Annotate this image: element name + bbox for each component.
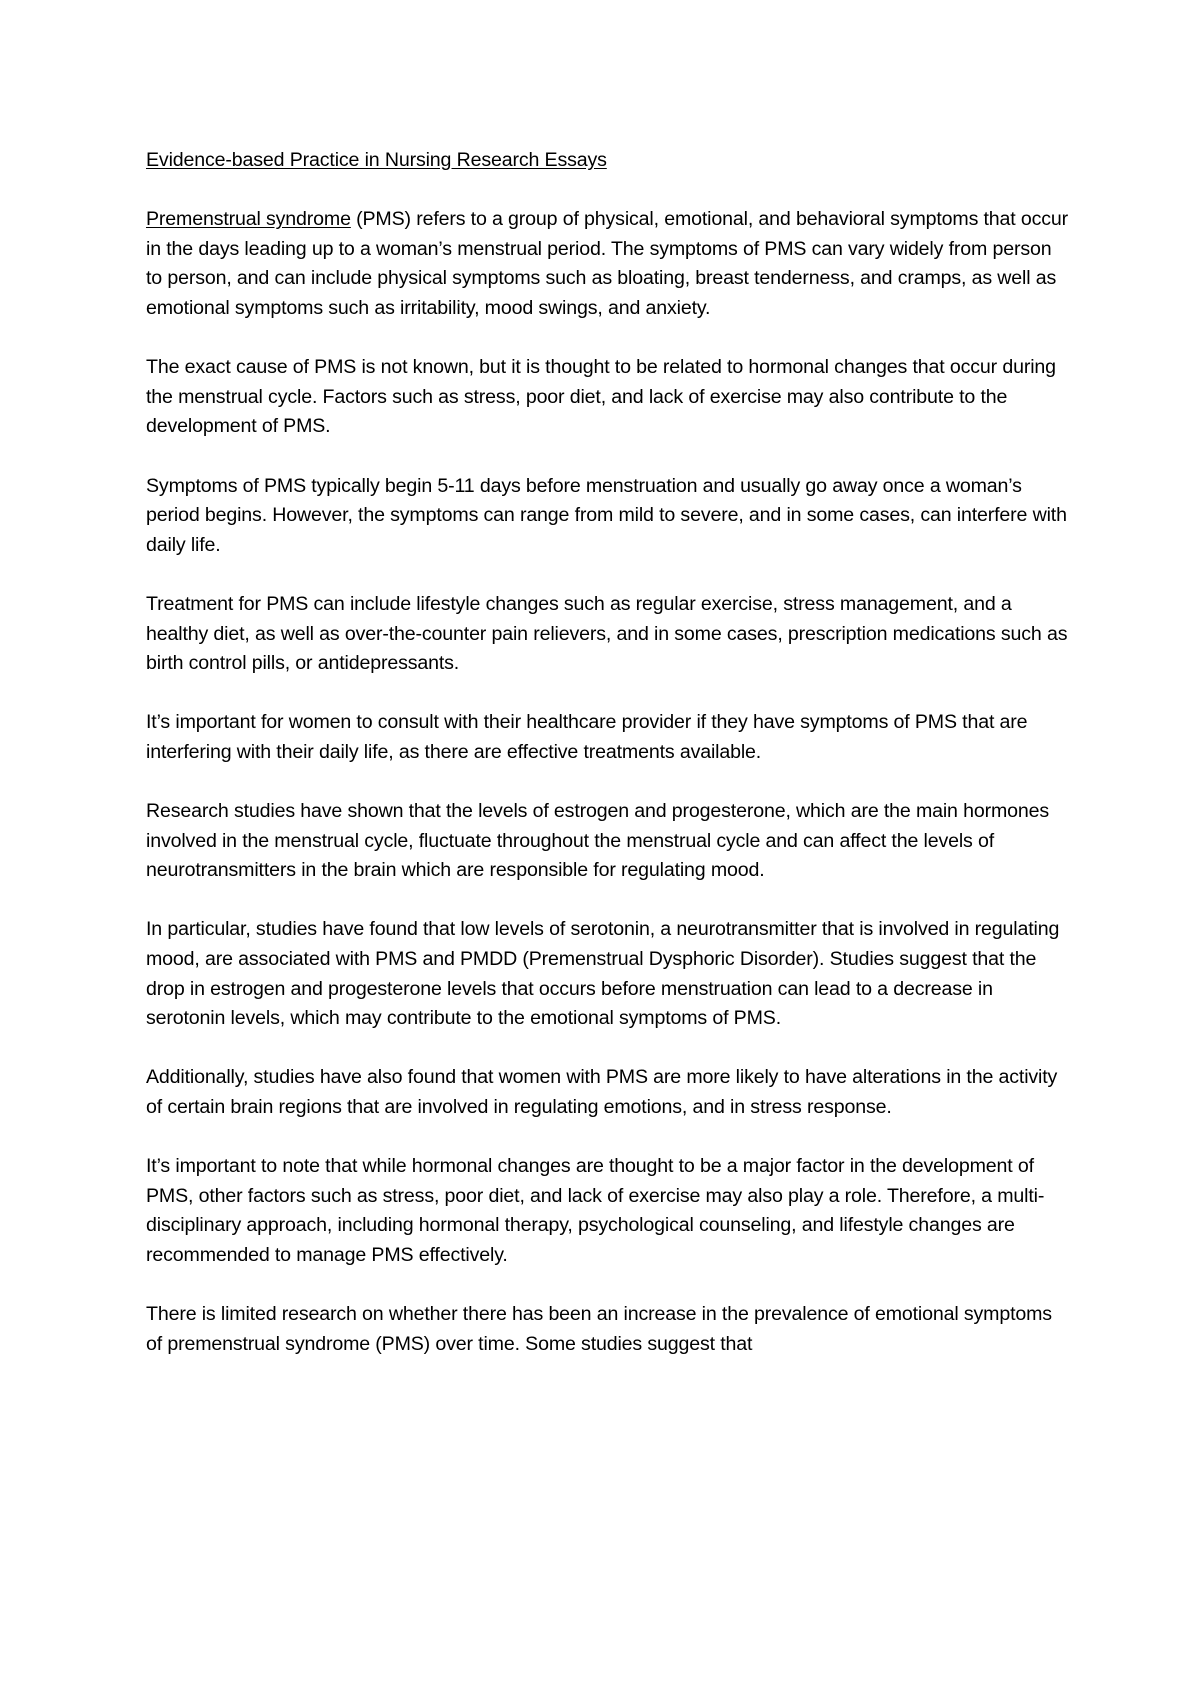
paragraph: Additionally, studies have also found that women with PMS are more likely to have alterations in the activity of certain brain regions that are involved in regulating emotions, and in stress response. xyxy=(146,1066,1058,1118)
paragraph: Treatment for PMS can include lifestyle changes such as regular exercise, stress management, and a healthy diet, as well as over-the-counter pain relievers, and in some cases, prescription medications such as birth control pills, or antidepressants. xyxy=(146,592,1068,675)
paragraph: There is limited research on whether there has been an increase in the prevalence of emotional symptoms of premenstrual syndrome (PMS) over time. Some studies suggest that xyxy=(146,1303,1052,1355)
paragraph: It’s important to note that while hormonal changes are thought to be a major factor in the development of PMS, other factors such as stress, poor diet, and lack of exercise may also play a role. Therefore, a multi-disciplinary approach, including hormonal therapy, psychological counseling, and lifestyle changes are recommended to manage PMS effectively. xyxy=(146,1155,1045,1266)
document-title: Evidence-based Practice in Nursing Research Essays xyxy=(146,149,607,171)
premenstrual-syndrome-link[interactable]: Premenstrual syndrome xyxy=(146,208,351,231)
paragraph-intro xyxy=(146,205,1071,323)
paragraph: Research studies have shown that the levels of estrogen and progesterone, which are the main hormones involved in the menstrual cycle, fluctuate throughout the menstrual cycle and can affect the levels of neurotransmitters in the brain which are responsible for regulating mood. xyxy=(146,800,1050,882)
paragraph: It’s important for women to consult with their healthcare provider if they have symptoms of PMS that are interfering with their daily life, as there are effective treatments available. xyxy=(146,711,1028,763)
paragraph: Symptoms of PMS typically begin 5-11 days before menstruation and usually go away once a woman’s period begins. However, the symptoms can range from mild to severe, and in some cases, can interfere with daily life. xyxy=(146,474,1067,556)
document-body xyxy=(146,146,1071,1389)
paragraph: In particular, studies have found that low levels of serotonin, a neurotransmitter that is involved in regulating mood, are associated with PMS and PMDD (Premenstrual Dysphoric Disorder). Studies suggest that the drop in estrogen and progesterone levels that occurs before menstruation can lead to a decrease in serotonin levels, which may contribute to the emotional symptoms of PMS. xyxy=(146,918,1060,1030)
paragraph: The exact cause of PMS is not known, but it is thought to be related to hormonal changes that occur during the menstrual cycle. Factors such as stress, poor diet, and lack of exercise may also contribute to the development of PMS. xyxy=(146,356,1056,438)
intro-text: (PMS) refers to a group of physical, emotional, and behavioral symptoms that occur in the days leading up to a woman’s menstrual period. The symptoms of PMS can vary widely from person to person, and can include physical symptoms such as bloating, breast tenderness, and cramps, as well as emotional symptoms such as irritability, mood swings, and anxiety. xyxy=(146,208,1069,319)
